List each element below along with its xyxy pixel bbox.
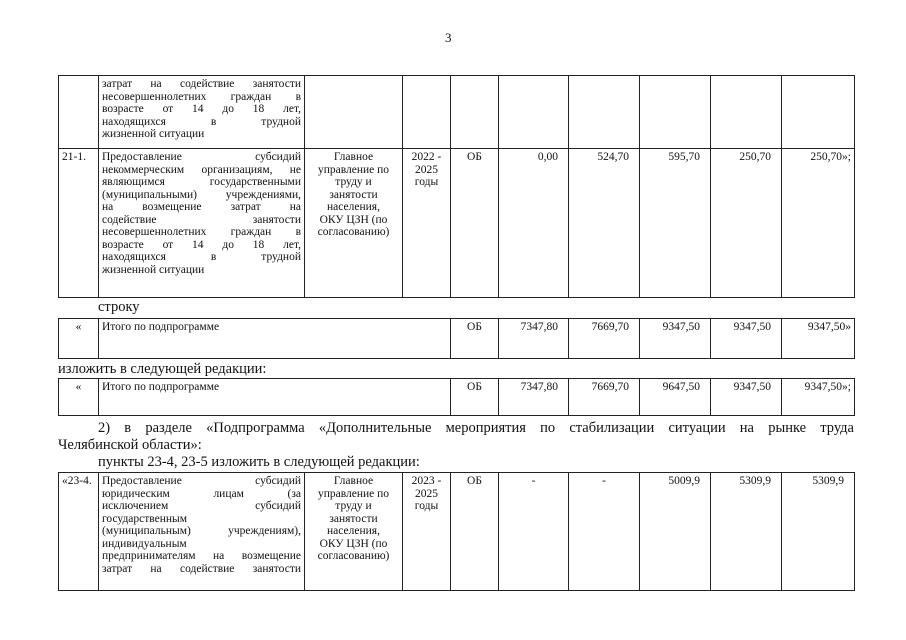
itogo-old-value-4: 9347,50 [711,319,782,359]
itogo-old-quote: « [59,319,99,359]
row-21-1-executor: Главное управление по труду и занятости населения, ОКУ ЦЗН (по согласованию) [305,149,403,298]
row-21-1-period: 2022 - 2025 годы [403,149,451,298]
itogo-new-quote: « [59,379,99,416]
label-stroku: строку [98,299,140,315]
table-row-21-1 [59,149,855,298]
row-21-1-value-3: 595,70 [640,149,711,298]
table-23-4 [58,472,855,591]
table-row-itogo-new [59,379,855,416]
itogo-new-value-3: 9647,50 [640,379,711,416]
row-21-1-number: 21-1. [59,149,99,298]
paragraph-razdel-line-2: Челябинской области»: [58,437,202,453]
itogo-new-value-2: 7669,70 [569,379,640,416]
table-itogo-new [58,378,855,416]
row-21-1-value-1: 0,00 [499,149,569,298]
itogo-new-value-1: 7347,80 [499,379,569,416]
itogo-old-value-1: 7347,80 [499,319,569,359]
row-23-4-period: 2023 - 2025 годы [403,473,451,591]
paragraph-razdel-line-1: 2) в разделе «Подпрограмма «Дополнительные мероприятия по стабилизации ситуации на рынке труда [98,420,854,436]
row-23-4-number: «23-4. [59,473,99,591]
itogo-old-value-5: 9347,50» [782,319,855,359]
table-row-23-4 [59,473,855,591]
itogo-old-value-2: 7669,70 [569,319,640,359]
row-21-1-value-4: 250,70 [711,149,782,298]
page-number: 3 [445,30,452,45]
itogo-old-label: Итого по подпрограмме [99,319,451,359]
row-23-4-value-2: - [569,473,640,591]
paragraph-punkty: пункты 23-4, 23-5 изложить в следующей редакции: [98,454,420,470]
table-row-prev [59,76,855,149]
itogo-old-source: ОБ [451,319,499,359]
itogo-new-label: Итого по подпрограмме [99,379,451,416]
row-23-4-value-3: 5009,9 [640,473,711,591]
itogo-new-value-5: 9347,50»; [782,379,855,416]
row-23-4-value-4: 5309,9 [711,473,782,591]
row-21-1-value-2: 524,70 [569,149,640,298]
row-23-4-description: Предоставление субсидий юридическим лицам (за исключением субсидий государственным (муниципальным) учреждениям), индивидуальным предпринимателям на возмещение затрат на содействие занятости [99,473,305,591]
itogo-new-value-4: 9347,50 [711,379,782,416]
row-21-1-source: ОБ [451,149,499,298]
table-row-itogo-old [59,319,855,359]
label-izlozhit: изложить в следующей редакции: [58,361,267,377]
itogo-old-value-3: 9347,50 [640,319,711,359]
row-21-1-description: Предоставление субсидий некоммерческим организациям, не являющимся государственными (муниципальными) учреждениями, на возмещение затрат на содействие занятости несовершеннолетних граждан в возрасте от 14 до 18 лет, находящихся в трудной жизненной ситуации [99,149,305,298]
row-23-4-value-5: 5309,9 [782,473,855,591]
itogo-new-source: ОБ [451,379,499,416]
table-top [58,75,855,298]
row-23-4-source: ОБ [451,473,499,591]
table-itogo-old [58,318,855,359]
row-23-4-executor: Главное управление по труду и занятости населения, ОКУ ЦЗН (по согласованию) [305,473,403,591]
row-21-1-value-5: 250,70»; [782,149,855,298]
row-23-4-value-1: - [499,473,569,591]
row-prev-description: затрат на содействие занятости несовершеннолетних граждан в возрасте от 14 до 18 лет, находящихся в трудной жизненной ситуации [99,76,305,149]
